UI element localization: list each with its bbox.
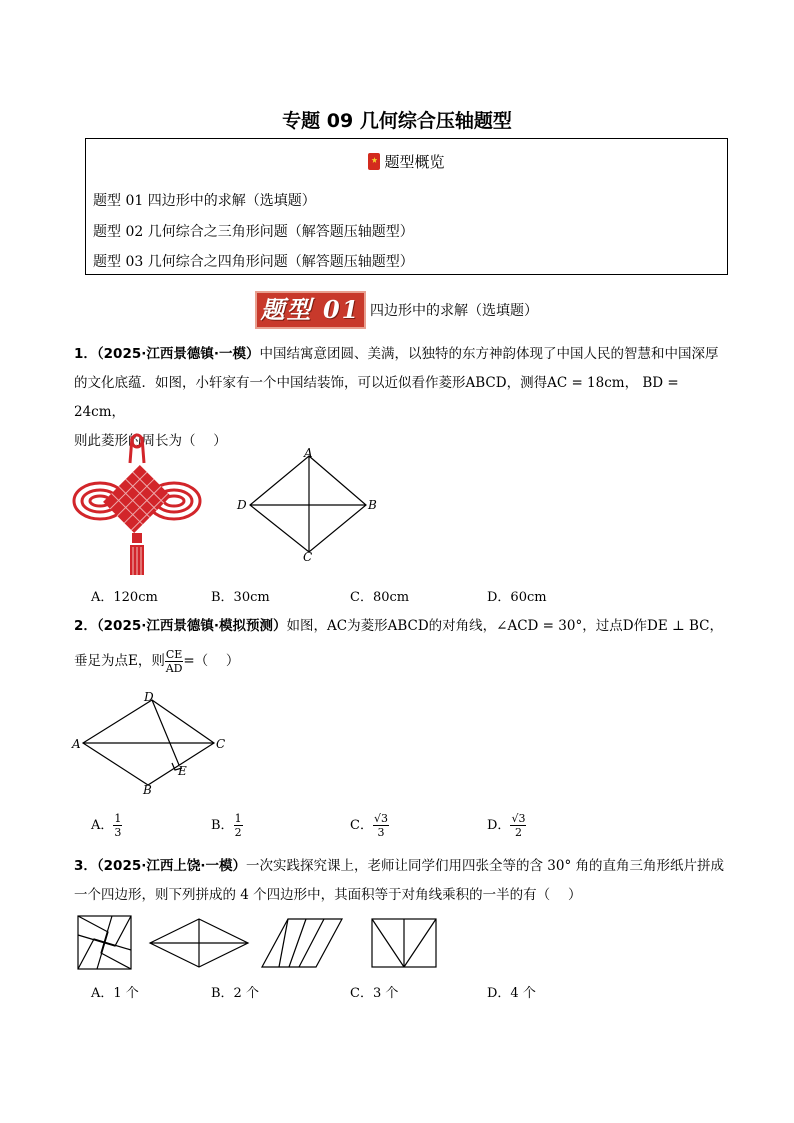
question-text: 的文化底蕴．如图，小轩家有一个中国结装饰，可以近似看作菱形ABCD，测得AC = 18cm， BD = 24cm，	[74, 375, 679, 420]
question-2	[74, 612, 734, 676]
option-b[interactable]: B． $\frac{1}{2}$	[211, 812, 242, 839]
option-d[interactable]: D．4 个	[487, 986, 536, 1001]
vertex-label-c: C	[216, 737, 226, 751]
question-number: 2．	[74, 618, 97, 634]
question-text: 一次实践探究课上，老师让同学们用四张全等的含 30° 角的直角三角形纸片拼成	[246, 858, 725, 874]
rhombus-figure-q1	[232, 444, 382, 564]
overview-heading: 题型概览	[86, 151, 727, 172]
question-source: （2025·江西景德镇·模拟预测）	[96, 618, 287, 634]
vertex-label-d: D	[144, 690, 154, 704]
option-a[interactable]: A． $\frac{1}{3}$	[91, 812, 122, 839]
vertex-label-c: C	[303, 550, 313, 564]
option-a[interactable]: A．1 个	[91, 986, 139, 1001]
vertex-label-a: A	[304, 446, 313, 460]
question-text: 垂足为点E，则	[74, 653, 165, 669]
question-text: 一个四边形，则下列拼成的 4 个四边形中，其面积等于对角线乘积的一半的有（ ）	[74, 887, 582, 903]
question-text: 则此菱形的周长为（ ）	[74, 433, 227, 449]
vertex-label-b: B	[368, 498, 377, 512]
overview-box	[85, 138, 728, 275]
quadrilateral-options-figure	[76, 914, 446, 972]
option-d[interactable]: D． $\frac{√3}{2}$	[487, 812, 526, 839]
fraction-ce-ad: $\frac{CE}{AD}$	[165, 648, 183, 675]
chinese-knot-image	[70, 433, 210, 578]
question-text: =（ ）	[183, 653, 240, 669]
vertex-label-d: D	[237, 498, 247, 512]
option-a[interactable]: A．120cm	[91, 590, 158, 605]
option-c[interactable]: C．3 个	[350, 986, 399, 1001]
section-label: 四边形中的求解（选填题）	[370, 303, 538, 319]
question-number: 1．	[74, 346, 97, 362]
vertex-label-e: E	[178, 764, 187, 778]
question-source: （2025·江西上饶·一模）	[96, 858, 246, 874]
vertex-label-b: B	[143, 783, 152, 797]
overview-item[interactable]: 题型 03 几何综合之四角形问题（解答题压轴题型）	[93, 254, 414, 270]
section-badge: 题型 01	[255, 291, 366, 329]
overview-item[interactable]: 题型 02 几何综合之三角形问题（解答题压轴题型）	[93, 224, 414, 240]
overview-item[interactable]: 题型 01 四边形中的求解（选填题）	[93, 193, 316, 209]
vertex-label-a: A	[72, 737, 81, 751]
option-b[interactable]: B．2 个	[211, 986, 259, 1001]
question-text: 如图，AC为菱形ABCD的对角线，∠ACD = 30°，过点D作DE ⊥ BC，	[286, 618, 723, 634]
option-b[interactable]: B．30cm	[211, 590, 270, 605]
question-3	[74, 852, 734, 910]
page-title: 专题 09 几何综合压轴题型	[282, 110, 512, 132]
book-icon	[368, 153, 380, 170]
rhombus-figure-q2	[68, 688, 238, 800]
option-d[interactable]: D．60cm	[487, 590, 547, 605]
question-source: （2025·江西景德镇·一模）	[96, 346, 260, 362]
option-c[interactable]: C． $\frac{√3}{3}$	[350, 812, 388, 839]
question-text: 中国结寓意团圆、美满，以独特的东方神韵体现了中国人民的智慧和中国深厚	[259, 346, 719, 362]
option-c[interactable]: C．80cm	[350, 590, 410, 605]
question-number: 3．	[74, 858, 97, 874]
